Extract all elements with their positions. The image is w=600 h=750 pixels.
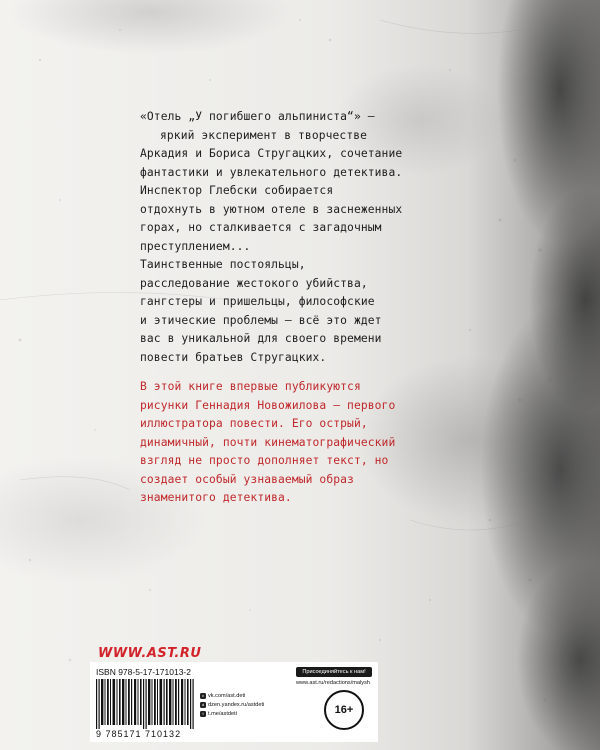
description-line: горах, но сталкивается с загадочным xyxy=(140,221,382,234)
isbn-text: ISBN 978-5-17-171013-2 xyxy=(96,667,191,677)
description-line: и этические проблемы – всё это ждет xyxy=(140,313,382,327)
illustrator-note-line: рисунки Геннадия Новожилова – первого xyxy=(140,398,396,412)
description-line: преступлением... xyxy=(140,239,251,253)
description-line: повести братьев Стругацких. xyxy=(140,350,327,364)
description-line: гангстеры и пришельцы, философские xyxy=(140,295,375,308)
social-link-label: t.me/astdeti xyxy=(208,710,237,717)
publisher-redaction-link[interactable]: www.ast.ru/redactions/malysh xyxy=(296,680,370,686)
publisher-website[interactable]: WWW.AST.RU xyxy=(98,646,202,661)
description-line: Аркадия и Бориса Стругацких, сочетание xyxy=(140,147,403,160)
age-rating-badge: 16+ xyxy=(324,690,364,730)
description-line: вас в уникальной для своего времени xyxy=(140,332,382,345)
social-link-telegram[interactable] xyxy=(200,709,264,718)
vk-icon: v xyxy=(202,692,204,698)
description-line: «Отель „У погибшего альпиниста“» – xyxy=(140,110,375,123)
social-link-dzen[interactable] xyxy=(200,700,264,709)
social-link-vk[interactable] xyxy=(200,691,264,700)
social-link-label: vk.com/ast.deti xyxy=(208,692,246,699)
illustrator-note-line: знаменитого детектива. xyxy=(140,491,292,504)
illustrator-note xyxy=(140,378,480,508)
description-line: яркий эксперимент в творчестве xyxy=(160,128,368,142)
illustrator-note-line: динамичный, почти кинематографический xyxy=(140,435,396,449)
telegram-icon: t xyxy=(200,711,206,717)
dzen-icon: d xyxy=(201,701,205,707)
illustrator-note-line: взгляд не просто дополняет текст, но xyxy=(140,454,389,467)
join-us-badge: Присоединяйтесь к нам! xyxy=(296,667,372,677)
description-line: отдохнуть в уютном отеле в заснеженных xyxy=(140,202,403,216)
description-line: Таинственные постояльцы, xyxy=(140,258,306,271)
description-line: расследование жестокого убийства, xyxy=(140,276,368,290)
social-links xyxy=(200,691,264,718)
barcode-number: 9 785171 710132 xyxy=(96,729,182,739)
illustrator-note-line: иллюстратора повести. Его острый, xyxy=(140,417,368,430)
barcode-icon xyxy=(96,679,194,729)
illustrator-note-line: создает особый узнаваемый образ xyxy=(140,472,354,486)
description-text xyxy=(140,108,480,367)
description-line: Инспектор Глебски собирается xyxy=(140,184,334,197)
illustrator-note-line: В этой книге впервые публикуются xyxy=(140,380,361,393)
social-link-label: dzen.yandex.ru/astdeti xyxy=(208,701,265,708)
description-line: фантастики и увлекательного детектива. xyxy=(140,165,403,179)
